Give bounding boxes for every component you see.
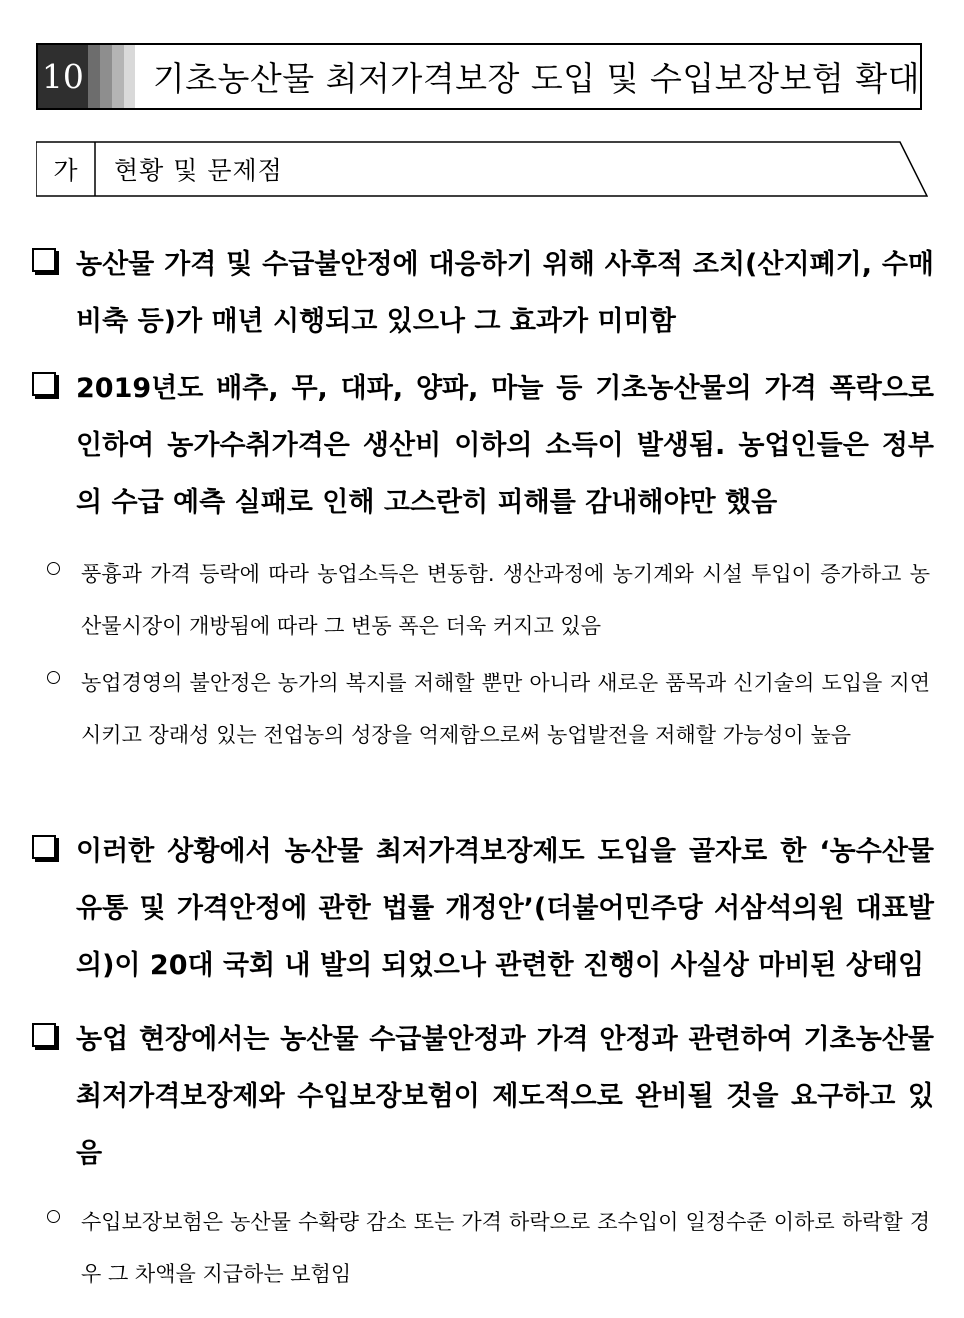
subsection-header (36, 141, 928, 197)
checkbox-bullet-icon (32, 248, 56, 272)
bullet-item (32, 360, 934, 531)
checkbox-bullet-icon (32, 372, 56, 396)
bullet-text: 이러한 상황에서 농산물 최저가격보장제도 도입을 골자로 한 ‘농수산물 유통 및 가격안정에 관한 법률 개정안’(더불어민주당 서삼석의원 대표발의)이 20대 국회 내 발의 되었으나 관련한 진행이 사실상 마비된 상태임 (76, 836, 934, 981)
sub-bullet-item (47, 548, 930, 652)
bullet-item (32, 823, 934, 994)
bullet-text: 농업 현장에서는 농산물 수급불안정과 가격 안정과 관련하여 기초농산물 최저가격보장제와 수입보장보험이 제도적으로 완비될 것을 요구하고 있음 (76, 1024, 934, 1169)
sub-bullet-item (47, 1196, 930, 1300)
section-title-box (36, 43, 922, 110)
sub-bullet-text: 농업경영의 불안정은 농가의 복지를 저해할 뿐만 아니라 새로운 품목과 신기술의 도입을 지연시키고 장래성 있는 전업농의 성장을 억제함으로써 농업발전을 저해할 가능성이 높음 (81, 671, 930, 747)
sub-bullet-text: 수입보장보험은 농산물 수확량 감소 또는 가격 하락으로 조수입이 일정수준 이하로 하락할 경우 그 차액을 지급하는 보험임 (81, 1210, 930, 1286)
section-title: 기초농산물 최저가격보장 도입 및 수입보장보험 확대 (152, 59, 920, 98)
bullet-item (32, 236, 934, 350)
circle-bullet-icon (47, 562, 60, 575)
bullet-text: 농산물 가격 및 수급불안정에 대응하기 위해 사후적 조치(산지폐기, 수매비축 등)가 매년 시행되고 있으나 그 효과가 미미함 (76, 249, 934, 337)
section-number: 10 (38, 45, 88, 108)
bullet-item (32, 1011, 934, 1182)
bullet-text: 2019년도 배추, 무, 대파, 양파, 마늘 등 기초농산물의 가격 폭락으로 인하여 농가수취가격은 생산비 이하의 소득이 발생됨. 농업인들은 정부의 수급 예측 실패로 인해 고스란히 피해를 감내해야만 했음 (76, 373, 934, 518)
checkbox-bullet-icon (32, 835, 56, 859)
decorative-bars (88, 45, 135, 108)
circle-bullet-icon (47, 1210, 60, 1223)
subsection-label: 가 (53, 156, 78, 185)
circle-bullet-icon (47, 671, 60, 684)
checkbox-bullet-icon (32, 1023, 56, 1047)
subsection-title: 현황 및 문제점 (114, 156, 283, 185)
sub-bullet-item (47, 657, 930, 761)
sub-bullet-text: 풍흉과 가격 등락에 따라 농업소득은 변동함. 생산과정에 농기계와 시설 투입이 증가하고 농산물시장이 개방됨에 따라 그 변동 폭은 더욱 커지고 있음 (81, 562, 930, 638)
